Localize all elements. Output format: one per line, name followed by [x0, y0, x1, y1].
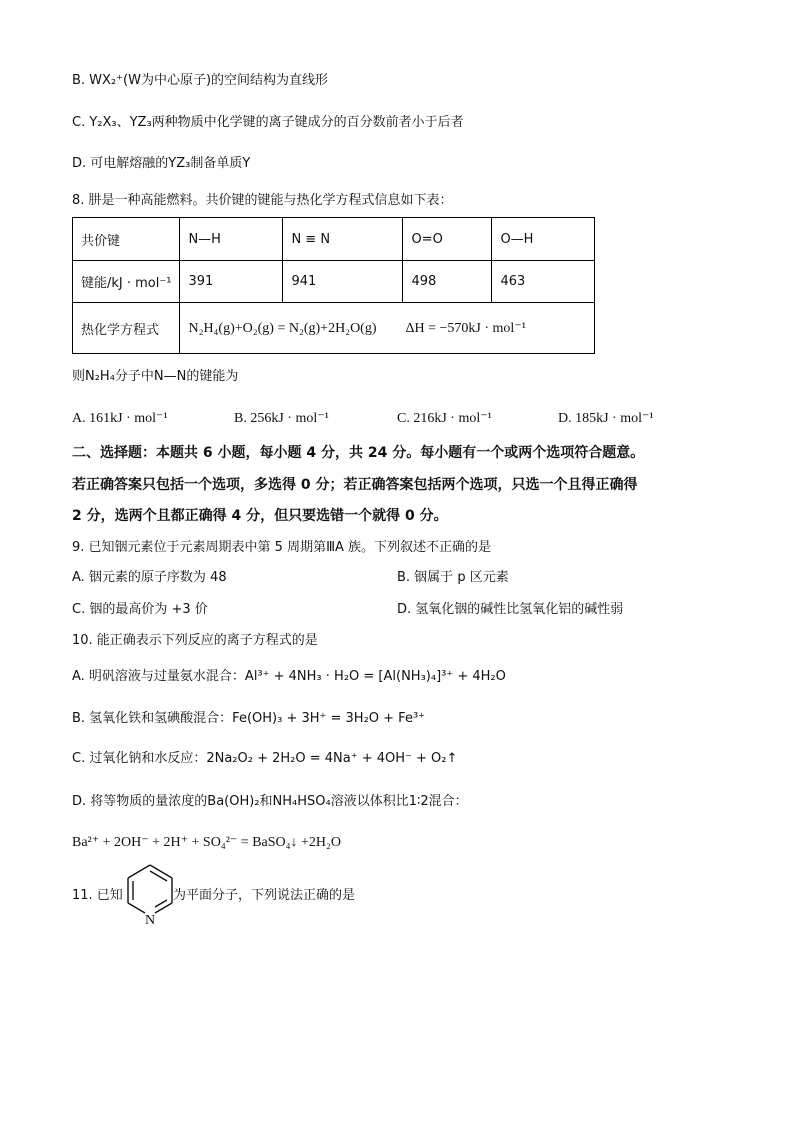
- q9-option-b: B. 铟属于 p 区元素: [397, 570, 509, 585]
- q8-option-c: C. 216kJ · mol⁻¹: [397, 411, 492, 426]
- table-cell: 941: [283, 261, 403, 303]
- table-cell: 热化学方程式: [73, 303, 180, 354]
- q8-question: 则N₂H₄分子中N—N的键能为: [72, 369, 239, 384]
- q9-option-a: A. 铟元素的原子序数为 48: [72, 570, 227, 585]
- table-cell: N—H: [180, 218, 283, 261]
- pyridine-structure-icon: [122, 861, 178, 929]
- pyridine-ring: [128, 865, 172, 913]
- q11-prefix: 11. 已知: [72, 888, 123, 903]
- table-cell: O—H: [492, 218, 595, 261]
- q9-option-c: C. 铟的最高价为 +3 价: [72, 602, 208, 617]
- table-cell: 498: [403, 261, 492, 303]
- q10-stem: 10. 能正确表示下列反应的离子方程式的是: [72, 633, 318, 648]
- table-row: [73, 261, 595, 303]
- q10-option-d-equation: Ba²⁺ + 2OH⁻ + 2H⁺ + SO₄²⁻ = BaSO₄↓ +2H₂O: [72, 835, 342, 850]
- table-cell: 共价键: [73, 218, 180, 261]
- table-cell: O=O: [403, 218, 492, 261]
- q10-option-b: B. 氢氧化铁和氢碘酸混合：Fe(OH)₃ + 3H⁺ = 3H₂O + Fe³⁺: [72, 711, 426, 726]
- q8-stem: 8. 肼是一种高能燃料。共价键的键能与热化学方程式信息如下表：: [72, 193, 453, 208]
- section2-instructions-line1: 二、选择题：本题共 6 小题，每小题 4 分，共 24 分。每小题有一个或两个选项符合题意。: [72, 445, 645, 461]
- q9-option-d: D. 氢氧化铟的碱性比氢氧化铝的碱性弱: [397, 602, 624, 617]
- q7-option-c: C. Y₂X₃、YZ₃两种物质中化学键的离子键成分的百分数前者小于后者: [72, 115, 464, 130]
- thermochemical-equation: N₂H₄(g)+O₂(g) = N₂(g)+2H₂O(g): [188, 320, 377, 336]
- section2-instructions-line2: 若正确答案只包括一个选项，多选得 0 分；若正确答案包括两个选项，只选一个且得正确得: [72, 477, 638, 493]
- table-row: [73, 303, 595, 354]
- q11-suffix: 为平面分子，下列说法正确的是: [173, 888, 356, 903]
- table-cell: N ≡ N: [283, 218, 403, 261]
- bond-energy-table: [72, 217, 595, 354]
- q8-option-b: B. 256kJ · mol⁻¹: [234, 411, 329, 426]
- q10-option-a: A. 明矾溶液与过量氨水混合：Al³⁺ + 4NH₃ · H₂O = [Al(NH₃)₄]³⁺ + 4H₂O: [72, 669, 506, 684]
- q8-option-d: D. 185kJ · mol⁻¹: [558, 411, 654, 426]
- thermochemical-equation-cell: [180, 303, 595, 354]
- table-cell: 391: [180, 261, 283, 303]
- q8-option-a: A. 161kJ · mol⁻¹: [72, 411, 168, 426]
- enthalpy-change: ΔH = −570kJ · mol⁻¹: [405, 320, 526, 336]
- table-cell: 键能/kJ · mol⁻¹: [73, 261, 180, 303]
- table-cell: 463: [492, 261, 595, 303]
- q10-option-c: C. 过氧化钠和水反应：2Na₂O₂ + 2H₂O = 4Na⁺ + 4OH⁻ + O₂↑: [72, 751, 458, 766]
- q9-stem: 9. 已知铟元素位于元素周期表中第 5 周期第ⅢA 族。下列叙述不正确的是: [72, 540, 492, 555]
- q7-option-b: B. WX₂⁺(W为中心原子)的空间结构为直线形: [72, 73, 329, 88]
- nitrogen-atom-label: N: [144, 913, 156, 928]
- table-row: [73, 218, 595, 261]
- q10-option-d: D. 将等物质的量浓度的Ba(OH)₂和NH₄HSO₄溶液以体积比1∶2混合：: [72, 794, 468, 809]
- section2-instructions-line3: 2 分，选两个且都正确得 4 分，但只要选错一个就得 0 分。: [72, 508, 448, 524]
- q7-option-d: D. 可电解熔融的YZ₃制备单质Y: [72, 156, 251, 171]
